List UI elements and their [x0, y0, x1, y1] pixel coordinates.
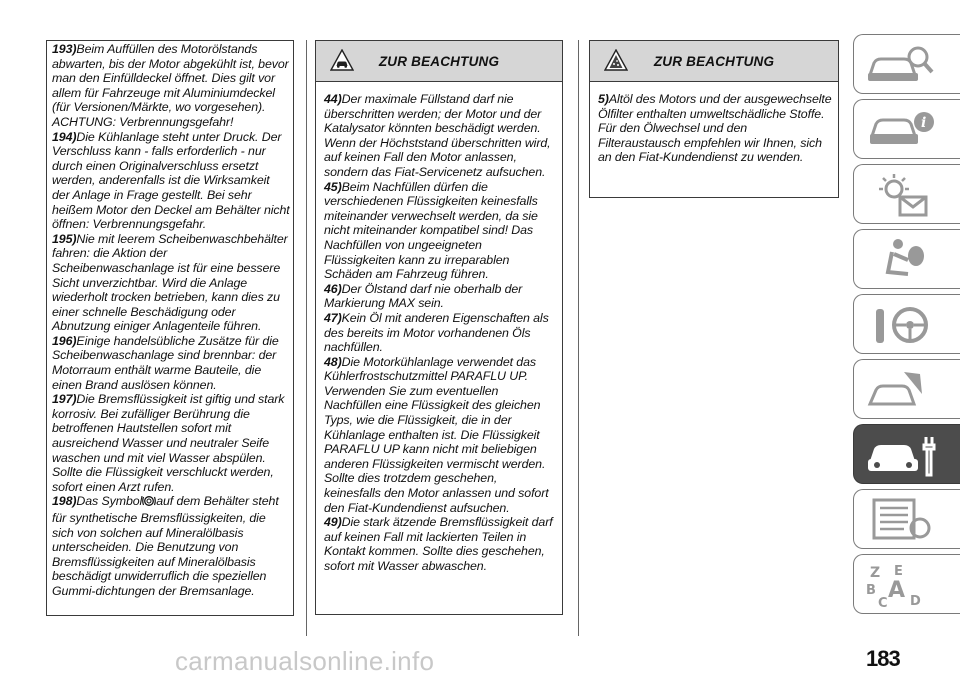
tab-emergency[interactable] [853, 359, 960, 419]
index-icon [864, 561, 944, 609]
car-info-icon [864, 106, 944, 154]
note-195: 195)Nie mit leerem Scheibenwaschbehälter fahren: die Aktion der Scheibenwaschanlage ist für eine bessere Sicht unverzichtbar. Wird die Anlage wiederholt trocken betrieben, kann dies zu einer schnelle Beschädigung oder Abnutzung einiger Anlagenteile führen. [52, 231, 288, 334]
tab-warning-lights[interactable] [853, 164, 960, 224]
tab-servicing-maintenance[interactable] [853, 424, 960, 484]
chapter-tabs [853, 34, 960, 619]
note-197: 197)Die Bremsflüssigkeit ist giftig und stark korrosiv. Bei zufälliger Berührung die betroffenen Hautstellen sofort mit ausreichend Wasser und neutraler Seife waschen und mit viel Wasser abspülen. Sollte die Flüssigkeit verschluckt werden, sofort einen Arzt rufen. [52, 392, 285, 494]
note-196: 196)Einige handelsübliche Zusätze für die Scheibenwaschanlage sind brennbar: der Motorraum enthält warme Bauteile, die einen Brand auslösen können. [52, 333, 279, 392]
notice-45: 45)Beim Nachfüllen dürfen die verschiedenen Flüssigkeiten keinesfalls miteinander verwechselt werden, da sie nicht miteinander kompatibel sind! Das Nachfüllen von ungeeigneten Flüssigkeiten kann zu irreparablen Schäden am Fahrzeug führen. [324, 179, 538, 282]
tab-index[interactable] [853, 554, 960, 614]
notice-box-2 [589, 40, 839, 198]
brake-fluid-symbol-icon [142, 495, 156, 511]
notice-header [316, 41, 562, 82]
note-198: 198)Das Symbol auf dem Behälter steht für synthetische Bremsflüssigkeiten, die sich von solchen auf Mineralölbasis unterscheiden. Die Benutzung von Bremsflüssigkeiten auf Mineralölbasis beschädigt unwiderruflich die speziellen Gummi-dichtungen der Bremsanlage. [52, 494, 279, 598]
svg-text:C: C [878, 596, 888, 609]
watermark-text: carmanualsonline.info [175, 646, 435, 676]
svg-text:A: A [888, 578, 906, 603]
notice-box-1 [315, 40, 563, 615]
note-193: 193)Beim Auffüllen des Motorölstands abwarten, bis der Motor abgekühlt ist, bevor man den Einfülldeckel öffnet. Dies gilt vor allem für Fahrzeuge mit Aluminiumdeckel (für Versionen/Märkte, wo vorgesehen). ACHTUNG: Verbrennungsgefahr! [52, 42, 289, 129]
notice-5: 5)Altöl des Motors und der ausgewechselte Ölfilter enthalten umweltschädliche Stoffe. Für den Ölwechsel und den Filteraustausch empfehlen wir Ihnen, sich an den Fiat-Kundendienst zu wenden. [598, 92, 832, 165]
tab-technical-data[interactable] [853, 489, 960, 549]
tab-safety[interactable] [853, 229, 960, 289]
notice-46: 46)Der Ölstand darf nie oberhalb der Markierung MAX sein. [324, 281, 523, 311]
notice-48: 48)Die Motorkühlanlage verwendet das Kühlerfrostschutzmittel PARAFLU UP. Verwenden Sie zum eventuellen Nachfüllen eine Flüssigkeit des gleichen Typs, wie die Flüssigkeit, die in der Kühlanlage enthalten ist. Die Flüssigkeit PARAFLU UP kann nicht mit beliebigen anderen Flüssigkeiten vermischt werden. Sollte dies trotzdem geschehen, keinesfalls den Motor anlassen und sofort den Fiat-Kundendienst aufsuchen. [324, 354, 549, 515]
warnings-column-1 [46, 40, 294, 616]
car-maintenance-icon [864, 431, 944, 479]
airbag-seat-icon [864, 236, 944, 284]
car-search-icon [864, 41, 944, 89]
svg-text:B: B [866, 583, 876, 598]
column-separator [578, 40, 579, 636]
notice-44: 44)Der maximale Füllstand darf nie überschritten werden; der Motor und der Katalysator könnten beschädigt werden. Wenn der Höchststand überschritten wird, auf keinen Fall den Motor anlassen, sondern das Fiat-Servicenetz aufsuchen. [324, 92, 551, 179]
svg-text:i: i [921, 115, 927, 131]
tab-dashboard[interactable] [853, 99, 960, 159]
key-steering-icon [864, 301, 944, 349]
notice-title: ZUR BEACHTUNG [378, 54, 500, 69]
notice-47: 47)Kein Öl mit anderen Eigenschaften als des bereits im Motor vorhandenen Öls nachfüllen. [324, 310, 549, 355]
tab-starting-driving[interactable] [853, 294, 960, 354]
svg-text:D: D [910, 594, 921, 609]
car-emergency-icon [864, 366, 944, 414]
svg-text:Z: Z [870, 565, 881, 581]
page-number: 183 [866, 646, 900, 671]
notice-header [590, 41, 838, 82]
notice-title: ZUR BEACHTUNG [653, 54, 775, 69]
warning-lights-icon [864, 171, 944, 219]
svg-text:E: E [894, 564, 903, 579]
technical-data-icon [864, 496, 944, 544]
notice-49: 49)Die stark ätzende Bremsflüssigkeit darf auf keinen Fall mit lackierten Teilen in Kontakt kommen. Sollte dies geschehen, sofort mit Wasser abwaschen. [324, 515, 553, 573]
tab-knowing-the-car[interactable] [853, 34, 960, 94]
column-separator [306, 40, 307, 636]
note-194: 194)Die Kühlanlage steht unter Druck. Der Verschluss kann - falls erforderlich - nur durch einen Originalverschluss ersetzt werden, anderenfalls ist die Wirksamkeit der Anlage in Frage gestellt. Bei sehr heißem Motor den Deckel am Behälter nicht öffnen: Verbrennungsgefahr. [52, 129, 290, 232]
